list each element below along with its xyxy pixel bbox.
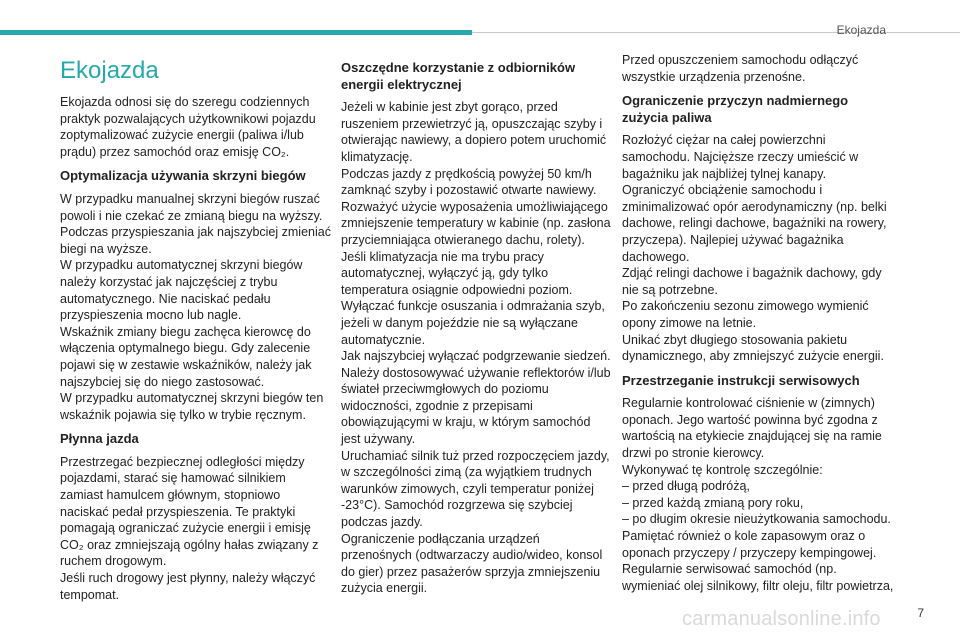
page-number: 7 (917, 606, 924, 620)
paragraph-fuel: Rozłożyć ciężar na całej powierzchni samochodu. Najcięższe rzeczy umieścić w bagażniku jak najbliżej tylnej kanapy. Ograniczyć obciążenie samochodu i zminimalizować opór aerodynamiczny (np. belki dachowe, relingi dachowe, bagażniki na rowery, przyczepa). Najlepiej używać bagażnika dachowego. Zdjąć relingi dachowe i bagażnik dachowy, gdy nie są potrzebne. Po zakończeniu sezonu zimowego wymienić opony zimowe na letnie. Unikać zbyt długiego stosowania pakietu dynamicznego, aby zmniejszyć zużycie energii. (622, 133, 887, 364)
column-left (60, 52, 332, 603)
heading-electrical: Oszczędne korzystanie z odbiorników energii elektrycznej (341, 60, 576, 92)
paragraph-service: Regularnie kontrolować ciśnienie w (zimnych) oponach. Jego wartość powinna być zgodna z wartością na etykiecie znajdującej się na ramie drzwi po stronie kierowcy. Wykonywać tę kontrolę szczególnie: – przed długą podróżą, – przed każdą zmianą pory roku, – po długim okresie nieużytkowania samochodu. Pamiętać również o kole zapasowym oraz o oponach przyczepy / przyczepy kempingowej. Regularnie serwisować samochód (np. wymieniać olej silnikowy, filtr oleju, filtr powietrza, (622, 396, 894, 593)
column-middle (341, 52, 613, 597)
paragraph-smooth-driving: Przestrzegać bezpiecznej odległości między pojazdami, starać się hamować silnikiem zamiast hamulcem głównym, stopniowo naciskać pedał przyspieszenia. Te praktyki pomagają ograniczać zużycie energii i emisję CO₂ oraz zmniejszają ogólny hałas związany z ruchem drogowym. Jeśli ruch drogowy jest płynny, należy włączyć tempomat. (60, 454, 319, 602)
paragraph-gearbox: W przypadku manualnej skrzyni biegów ruszać powoli i nie czekać ze zmianą biegu na wyższy. Podczas przyspieszania jak najszybciej zmieniać biegi na wyższe. W przypadku automatycznej skrzyni biegów należy korzystać jak najczęściej z trybu automatycznego. Nie naciskać pedału przyspieszenia mocno lub nagle. Wskaźnik zmiany biegu zachęca kierowcę do włączenia optymalnego biegu. Gdy zalecenie pojawi się w zestawie wskaźników, należy jak najszybciej się do niego zastosować. W przypadku automatycznej skrzyni biegów ten wskaźnik pojawia się tylko w trybie ręcznym. (60, 191, 331, 422)
paragraph-electrical: Jeżeli w kabinie jest zbyt gorąco, przed ruszeniem przewietrzyć ją, opuszczając szyby i otwierając nawiewy, a dopiero potem uruchomić klimatyzację. Podczas jazdy z prędkością powyżej 50 km/h zamknąć szyby i pozostawić otwarte nawiewy. Rozważyć użycie wyposażenia umożliwiającego zmniejszenie temperatury w kabinie (np. zasłona przyciemniająca otwieranego dachu, rolety). Jeśli klimatyzacja nie ma trybu pracy automatycznej, wyłączyć ją, gdy tylko temperatura osiągnie odpowiedni poziom. Wyłączać funkcje osuszania i odmrażania szyb, jeżeli w danym pojeździe nie są wyłączane automatycznie. Jak najszybciej wyłączać podgrzewanie siedzeń. Należy dostosowywać używanie reflektorów i/lub świateł przeciwmgłowych do poziomu widoczności, zgodnie z przepisami obowiązującymi w kraju, w którym samochód jest używany. Uruchamiać silnik tuż przed rozpoczęciem jazdy, w szczególności zimą (za wyjątkiem trudnych warunków zimowych, czyli temperatur poniżej -23°C). Samochód rozgrzewa się szybciej podczas jazdy. Ograniczenie podłączania urządzeń przenośnych (odtwarzaczy audio/wideo, konsol do gier) przez pasażerów sprzyja zmniejszeniu zużycia energii. (341, 100, 611, 596)
heading-service: Przestrzeganie instrukcji serwisowych (622, 372, 860, 388)
heading-smooth-driving: Płynna jazda (60, 431, 139, 447)
paragraph-devices: Przed opuszczeniem samochodu odłączyć wszystkie urządzenia przenośne. (622, 53, 859, 84)
intro-paragraph: Ekojazda odnosi się do szeregu codziennych praktyk pozwalających użytkownikowi pojazdu zoptymalizować zużycie energii (paliwa i/lub prądu) przez samochód oraz emisję CO₂. (60, 95, 316, 159)
column-right (622, 52, 894, 594)
page-title: Ekojazda (60, 57, 159, 84)
heading-fuel: Ograniczenie przyczyn nadmiernego zużycia paliwa (622, 93, 849, 125)
section-label: Ekojazda (836, 23, 886, 37)
header-accent-bar (0, 30, 472, 35)
watermark: carmanualsonline.info (682, 608, 881, 630)
header-rule (472, 32, 960, 33)
heading-gearbox: Optymalizacja używania skrzyni biegów (60, 168, 306, 184)
